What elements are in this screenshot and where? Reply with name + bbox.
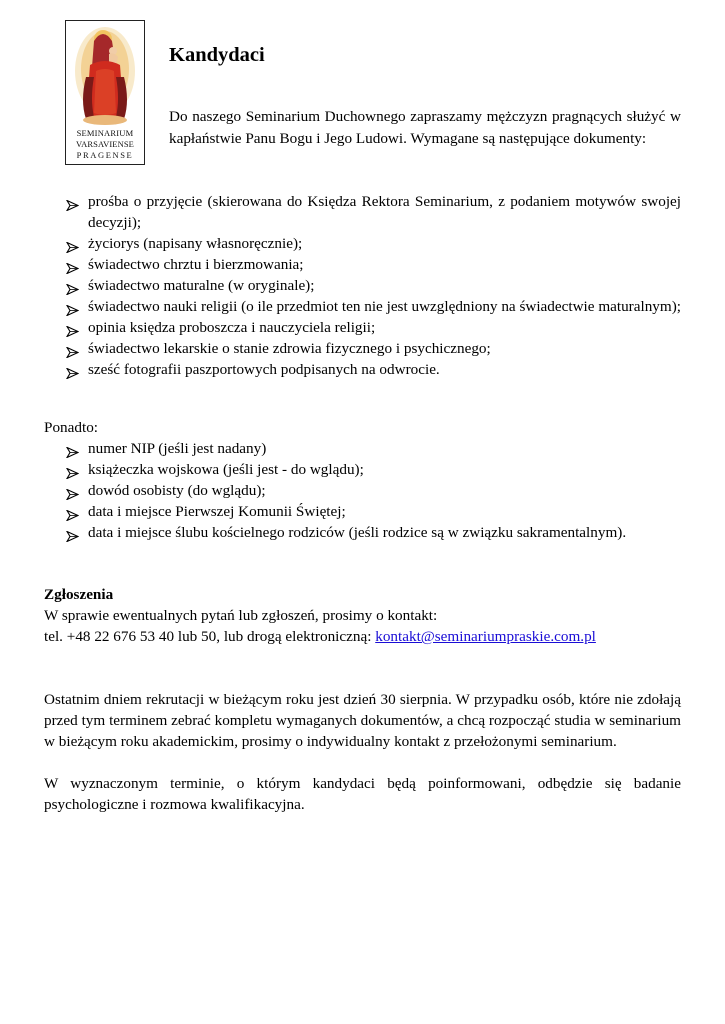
list-item xyxy=(66,522,681,543)
list-item xyxy=(66,501,681,522)
list-item-text: świadectwo nauki religii (o ile przedmiot ten nie jest uwzględniony na świadectwie maturalnym); xyxy=(88,298,681,315)
list-item-text: dowód osobisty (do wglądu); xyxy=(88,482,266,499)
closing-paragraph: Ostatnim dniem rekrutacji w bieżącym roku jest dzień 30 sierpnia. W przypadku osób, które nie zdołają przed tym terminem zebrać kompletu wymaganych dokumentów, a chcą rozpocząć studia w seminarium w bieżącym roku akademickim, prosimy o indywidualny kontakt z przełożonymi seminarium. xyxy=(44,691,681,750)
list-item-text: świadectwo maturalne (w oryginale); xyxy=(88,277,315,294)
zgloszenia-heading: Zgłoszenia xyxy=(44,586,114,603)
list-item xyxy=(66,191,681,233)
email-link[interactable]: kontakt@seminariumpraskie.com.pl xyxy=(375,628,596,645)
list-item-text: książeczka wojskowa (jeśli jest - do wglądu); xyxy=(88,461,364,478)
list-item xyxy=(66,480,681,501)
logo-text-line2: VARSAVIENSE xyxy=(76,139,134,149)
list-item-text: numer NIP (jeśli jest nadany) xyxy=(88,440,267,457)
list-item-text: prośba o przyjęcie (skierowana do Księdza Rektora Seminarium, z podaniem motywów swojej decyzji); xyxy=(88,193,681,231)
list-item-text: świadectwo lekarskie o stanie zdrowia fizycznego i psychicznego; xyxy=(88,340,491,357)
list-item-text: sześć fotografii paszportowych podpisanych na odwrocie. xyxy=(88,361,440,378)
closing-paragraph-2: W wyznaczonym terminie, o którym kandydaci będą poinformowani, odbędzie się badanie psychologiczne i rozmowa kwalifikacyjna. xyxy=(44,775,681,813)
list-item-text: data i miejsce ślubu kościelnego rodziców (jeśli rodzice są w związku sakramentalnym). xyxy=(88,524,627,541)
arrow-bullet-icon xyxy=(66,364,79,385)
arrow-bullet-icon xyxy=(66,527,79,548)
contact-line xyxy=(44,626,681,647)
zgloszenia-text: W sprawie ewentualnych pytań lub zgłoszeń, prosimy o kontakt: xyxy=(44,607,438,624)
list-item-text: świadectwo chrztu i bierzmowania; xyxy=(88,256,304,273)
list-item xyxy=(66,338,681,359)
intro-paragraph: Do naszego Seminarium Duchownego zapraszamy mężczyzn pragnących służyć w kapłaństwie Panu Bogu i Jego Ludowi. Wymagane są następujące dokumenty: xyxy=(169,108,681,148)
arrow-bullet-icon xyxy=(66,196,79,217)
list-item xyxy=(66,296,681,317)
logo-text-line3: PRAGENSE xyxy=(76,150,134,160)
list-item xyxy=(66,233,681,254)
list-item xyxy=(66,317,681,338)
list-item-text: data i miejsce Pierwszej Komunii Świętej; xyxy=(88,503,346,520)
phone-text: tel. +48 22 676 53 40 lub 50, lub drogą elektroniczną: xyxy=(44,628,376,645)
list-item-text: opinia księdza proboszcza i nauczyciela religii; xyxy=(88,319,376,336)
list-item xyxy=(66,359,681,380)
logo-text-line1: SEMINARIUM xyxy=(76,128,134,138)
page-title: Kandydaci xyxy=(169,44,265,66)
list-item xyxy=(66,254,681,275)
list-item xyxy=(66,459,681,480)
list-item-text: życiorys (napisany własnoręcznie); xyxy=(88,235,303,252)
ponadto-label: Ponadto: xyxy=(44,419,99,436)
list-item xyxy=(66,438,681,459)
required-documents-list xyxy=(66,191,681,380)
additional-documents-list xyxy=(66,438,681,543)
list-item xyxy=(66,275,681,296)
seminary-logo xyxy=(65,20,145,165)
